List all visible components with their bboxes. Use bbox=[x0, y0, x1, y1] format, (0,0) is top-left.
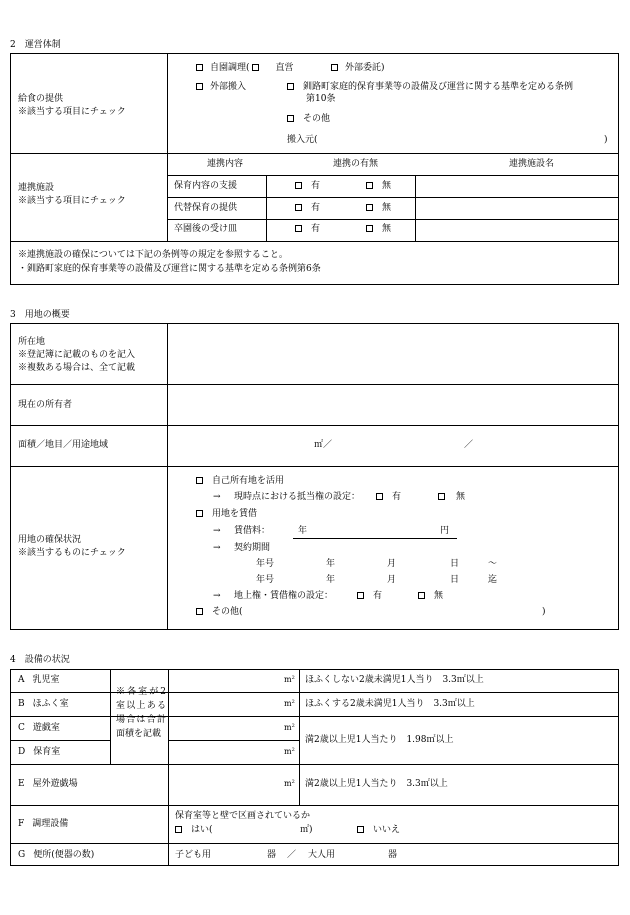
period-start-year: 年 bbox=[326, 559, 336, 569]
toilet-adult-label: 大人用 bbox=[308, 850, 336, 860]
secure-note: ※該当するものにチェック bbox=[18, 548, 126, 558]
cooking-question: 保育室等と壁で区画されているか bbox=[175, 811, 311, 821]
mortgage-yes[interactable]: 有 bbox=[376, 493, 401, 502]
req-b: ほふくする2歳未満児1人当り 3.3㎡以上 bbox=[305, 699, 475, 709]
checkbox[interactable] bbox=[376, 493, 383, 500]
facility-row: G 便所(便器の数) bbox=[18, 850, 95, 860]
period-end-era: 年号 bbox=[256, 575, 275, 585]
divider bbox=[167, 323, 168, 630]
link-note-1: ※連携施設の確保については下記の条例等の規定を参照すること。 bbox=[18, 250, 288, 260]
divider bbox=[10, 425, 619, 426]
rent-year: 年 bbox=[298, 526, 308, 536]
meal-ordinance-option[interactable]: 釧路町家庭的保育事業等の設備及び運営に関する基準を定める条例 bbox=[287, 83, 573, 92]
checkbox[interactable] bbox=[366, 204, 373, 211]
meal-other-option[interactable]: その他 bbox=[287, 115, 330, 124]
divider bbox=[10, 740, 110, 741]
meal-source-label: 搬入元( bbox=[287, 135, 318, 145]
link-label: 連携施設 bbox=[18, 183, 55, 193]
divider bbox=[110, 669, 111, 764]
link-col-facility: 連携施設名 bbox=[509, 159, 555, 169]
checkbox[interactable] bbox=[196, 510, 203, 517]
link-row-no[interactable]: 無 bbox=[366, 204, 391, 213]
section4-title: 4 設備の状況 bbox=[10, 655, 70, 665]
checkbox[interactable] bbox=[196, 64, 203, 71]
checkbox[interactable] bbox=[366, 225, 373, 232]
lease-land-option[interactable]: 用地を賃借 bbox=[196, 510, 257, 519]
cooking-no-option[interactable]: いいえ bbox=[357, 826, 400, 835]
link-row-yes[interactable]: 有 bbox=[295, 204, 320, 213]
period-end-month: 月 bbox=[387, 575, 397, 585]
divider bbox=[167, 53, 168, 241]
other-option[interactable]: その他( bbox=[196, 608, 243, 617]
divider bbox=[168, 692, 619, 693]
link-row-yes[interactable]: 有 bbox=[295, 182, 320, 191]
link-row-yes[interactable]: 有 bbox=[295, 225, 320, 234]
link-row-no[interactable]: 無 bbox=[366, 225, 391, 234]
rent-underline bbox=[293, 538, 457, 539]
divider bbox=[10, 843, 619, 844]
unit-m2: $m^2$ bbox=[284, 723, 295, 732]
meal-outsource-option[interactable]: 外部委託) bbox=[331, 64, 385, 73]
cooking-yes-option[interactable]: はい( bbox=[175, 826, 213, 835]
link-row-content: 代替保育の提供 bbox=[174, 203, 238, 213]
surface-label: 地上権・賃借権の設定： bbox=[234, 591, 334, 601]
period-end-year: 年 bbox=[326, 575, 336, 585]
divider bbox=[10, 153, 619, 154]
secure-label: 用地の確保状況 bbox=[18, 535, 82, 545]
checkbox[interactable] bbox=[287, 83, 294, 90]
period-end-day: 日 bbox=[450, 575, 460, 585]
checkbox[interactable] bbox=[196, 608, 203, 615]
link-row-content: 卒園後の受け皿 bbox=[174, 224, 238, 234]
link-note: ※該当する項目にチェック bbox=[18, 196, 126, 206]
meal-ordinance-article: 第10条 bbox=[306, 94, 336, 104]
checkbox[interactable] bbox=[331, 64, 338, 71]
divider bbox=[415, 175, 416, 241]
period-label: 契約期間 bbox=[234, 543, 271, 553]
checkbox[interactable] bbox=[252, 64, 259, 71]
req-a: ほふくしない2歳未満児1人当り 3.3㎡以上 bbox=[305, 675, 484, 685]
period-until: 迄 bbox=[488, 575, 498, 585]
area-label: 面積／地目／用途地域 bbox=[18, 440, 109, 450]
toilet-child-unit: 器 bbox=[267, 850, 277, 860]
mortgage-label: 現時点における抵当権の設定： bbox=[234, 492, 361, 502]
cooking-unit: ㎡) bbox=[300, 825, 313, 835]
checkbox[interactable] bbox=[175, 826, 182, 833]
location-note-1: ※登記簿に記載のものを記入 bbox=[18, 350, 136, 360]
location-note-2: ※複数ある場合は、全て記載 bbox=[18, 363, 136, 373]
checkbox[interactable] bbox=[196, 477, 203, 484]
unit-m2: $m^2$ bbox=[284, 699, 295, 708]
mortgage-arrow: → bbox=[213, 492, 221, 502]
divider bbox=[299, 669, 300, 805]
divider bbox=[168, 740, 299, 741]
toilet-adult-unit: 器 bbox=[388, 850, 398, 860]
req-cd: 満2歳以上児1人当たり 1.98㎡以上 bbox=[305, 735, 454, 745]
period-tilde: ～ bbox=[488, 559, 498, 569]
section3-title: 3 用地の概要 bbox=[10, 310, 70, 320]
link-col-content: 連携内容 bbox=[207, 159, 244, 169]
period-start-era: 年号 bbox=[256, 559, 275, 569]
checkbox[interactable] bbox=[196, 83, 203, 90]
owner-label: 現在の所有者 bbox=[18, 400, 73, 410]
checkbox[interactable] bbox=[357, 826, 364, 833]
location-label: 所在地 bbox=[18, 337, 46, 347]
rent-yen: 円 bbox=[440, 526, 450, 536]
link-col-has: 連携の有無 bbox=[333, 159, 379, 169]
req-e: 満2歳以上児1人当たり 3.3㎡以上 bbox=[305, 779, 448, 789]
other-close: ) bbox=[542, 607, 546, 617]
link-note-2: ・釧路町家庭的保育事業等の設備及び運営に関する基準を定める条例第6条 bbox=[18, 264, 321, 274]
divider bbox=[168, 669, 169, 866]
link-row-content: 保育内容の支援 bbox=[174, 181, 238, 191]
rent-label: 賃借料： bbox=[234, 526, 271, 536]
facility-row: F 調理設備 bbox=[18, 819, 69, 829]
divider bbox=[167, 219, 619, 220]
surface-yes[interactable]: 有 bbox=[357, 592, 382, 601]
checkbox[interactable] bbox=[366, 182, 373, 189]
checkbox[interactable] bbox=[418, 592, 425, 599]
period-start-month: 月 bbox=[387, 559, 397, 569]
divider bbox=[10, 764, 619, 765]
facility-row: E 屋外遊戯場 bbox=[18, 779, 78, 789]
rent-arrow: → bbox=[213, 526, 221, 536]
divider bbox=[10, 805, 619, 806]
divider bbox=[10, 241, 619, 242]
meal-external-option[interactable]: 外部搬入 bbox=[196, 83, 246, 92]
divider bbox=[167, 175, 619, 176]
own-land-option[interactable]: 自己所有地を活用 bbox=[196, 477, 284, 486]
checkbox[interactable] bbox=[287, 115, 294, 122]
meal-source-close: ) bbox=[604, 135, 608, 145]
facility-row: A 乳児室 bbox=[18, 675, 60, 685]
unit-m2: $m^2$ bbox=[284, 747, 295, 756]
checkbox[interactable] bbox=[438, 493, 445, 500]
meal-note: ※該当する項目にチェック bbox=[18, 107, 126, 117]
divider bbox=[10, 466, 619, 467]
facility-row: B ほふく室 bbox=[18, 699, 69, 709]
area-unit: ㎡／ bbox=[314, 440, 333, 450]
combined-area-note: ※各室が2室以上ある場合は合計面積を記載 bbox=[116, 687, 166, 739]
period-arrow: → bbox=[213, 543, 221, 553]
divider bbox=[266, 175, 267, 241]
divider bbox=[10, 384, 619, 385]
checkbox[interactable] bbox=[295, 182, 302, 189]
mortgage-no[interactable]: 無 bbox=[438, 493, 465, 502]
facility-row: C 遊戯室 bbox=[18, 723, 60, 733]
facility-row: D 保育室 bbox=[18, 747, 61, 757]
period-start-day: 日 bbox=[450, 559, 460, 569]
section2-title: 2 運営体制 bbox=[10, 40, 61, 50]
meal-self-option[interactable]: 自園調理( 直営 bbox=[196, 64, 294, 73]
surface-arrow: → bbox=[213, 591, 221, 601]
unit-m2: $m^2$ bbox=[284, 675, 295, 684]
toilet-slash: ／ bbox=[287, 850, 297, 860]
link-row-no[interactable]: 無 bbox=[366, 182, 391, 191]
toilet-child-label: 子ども用 bbox=[175, 850, 212, 860]
surface-no[interactable]: 無 bbox=[418, 592, 443, 601]
checkbox[interactable] bbox=[295, 225, 302, 232]
area-slash: ／ bbox=[464, 440, 474, 450]
checkbox[interactable] bbox=[357, 592, 364, 599]
unit-m2: $m^2$ bbox=[284, 779, 295, 788]
divider bbox=[167, 197, 619, 198]
checkbox[interactable] bbox=[295, 204, 302, 211]
meal-label: 給食の提供 bbox=[18, 94, 64, 104]
